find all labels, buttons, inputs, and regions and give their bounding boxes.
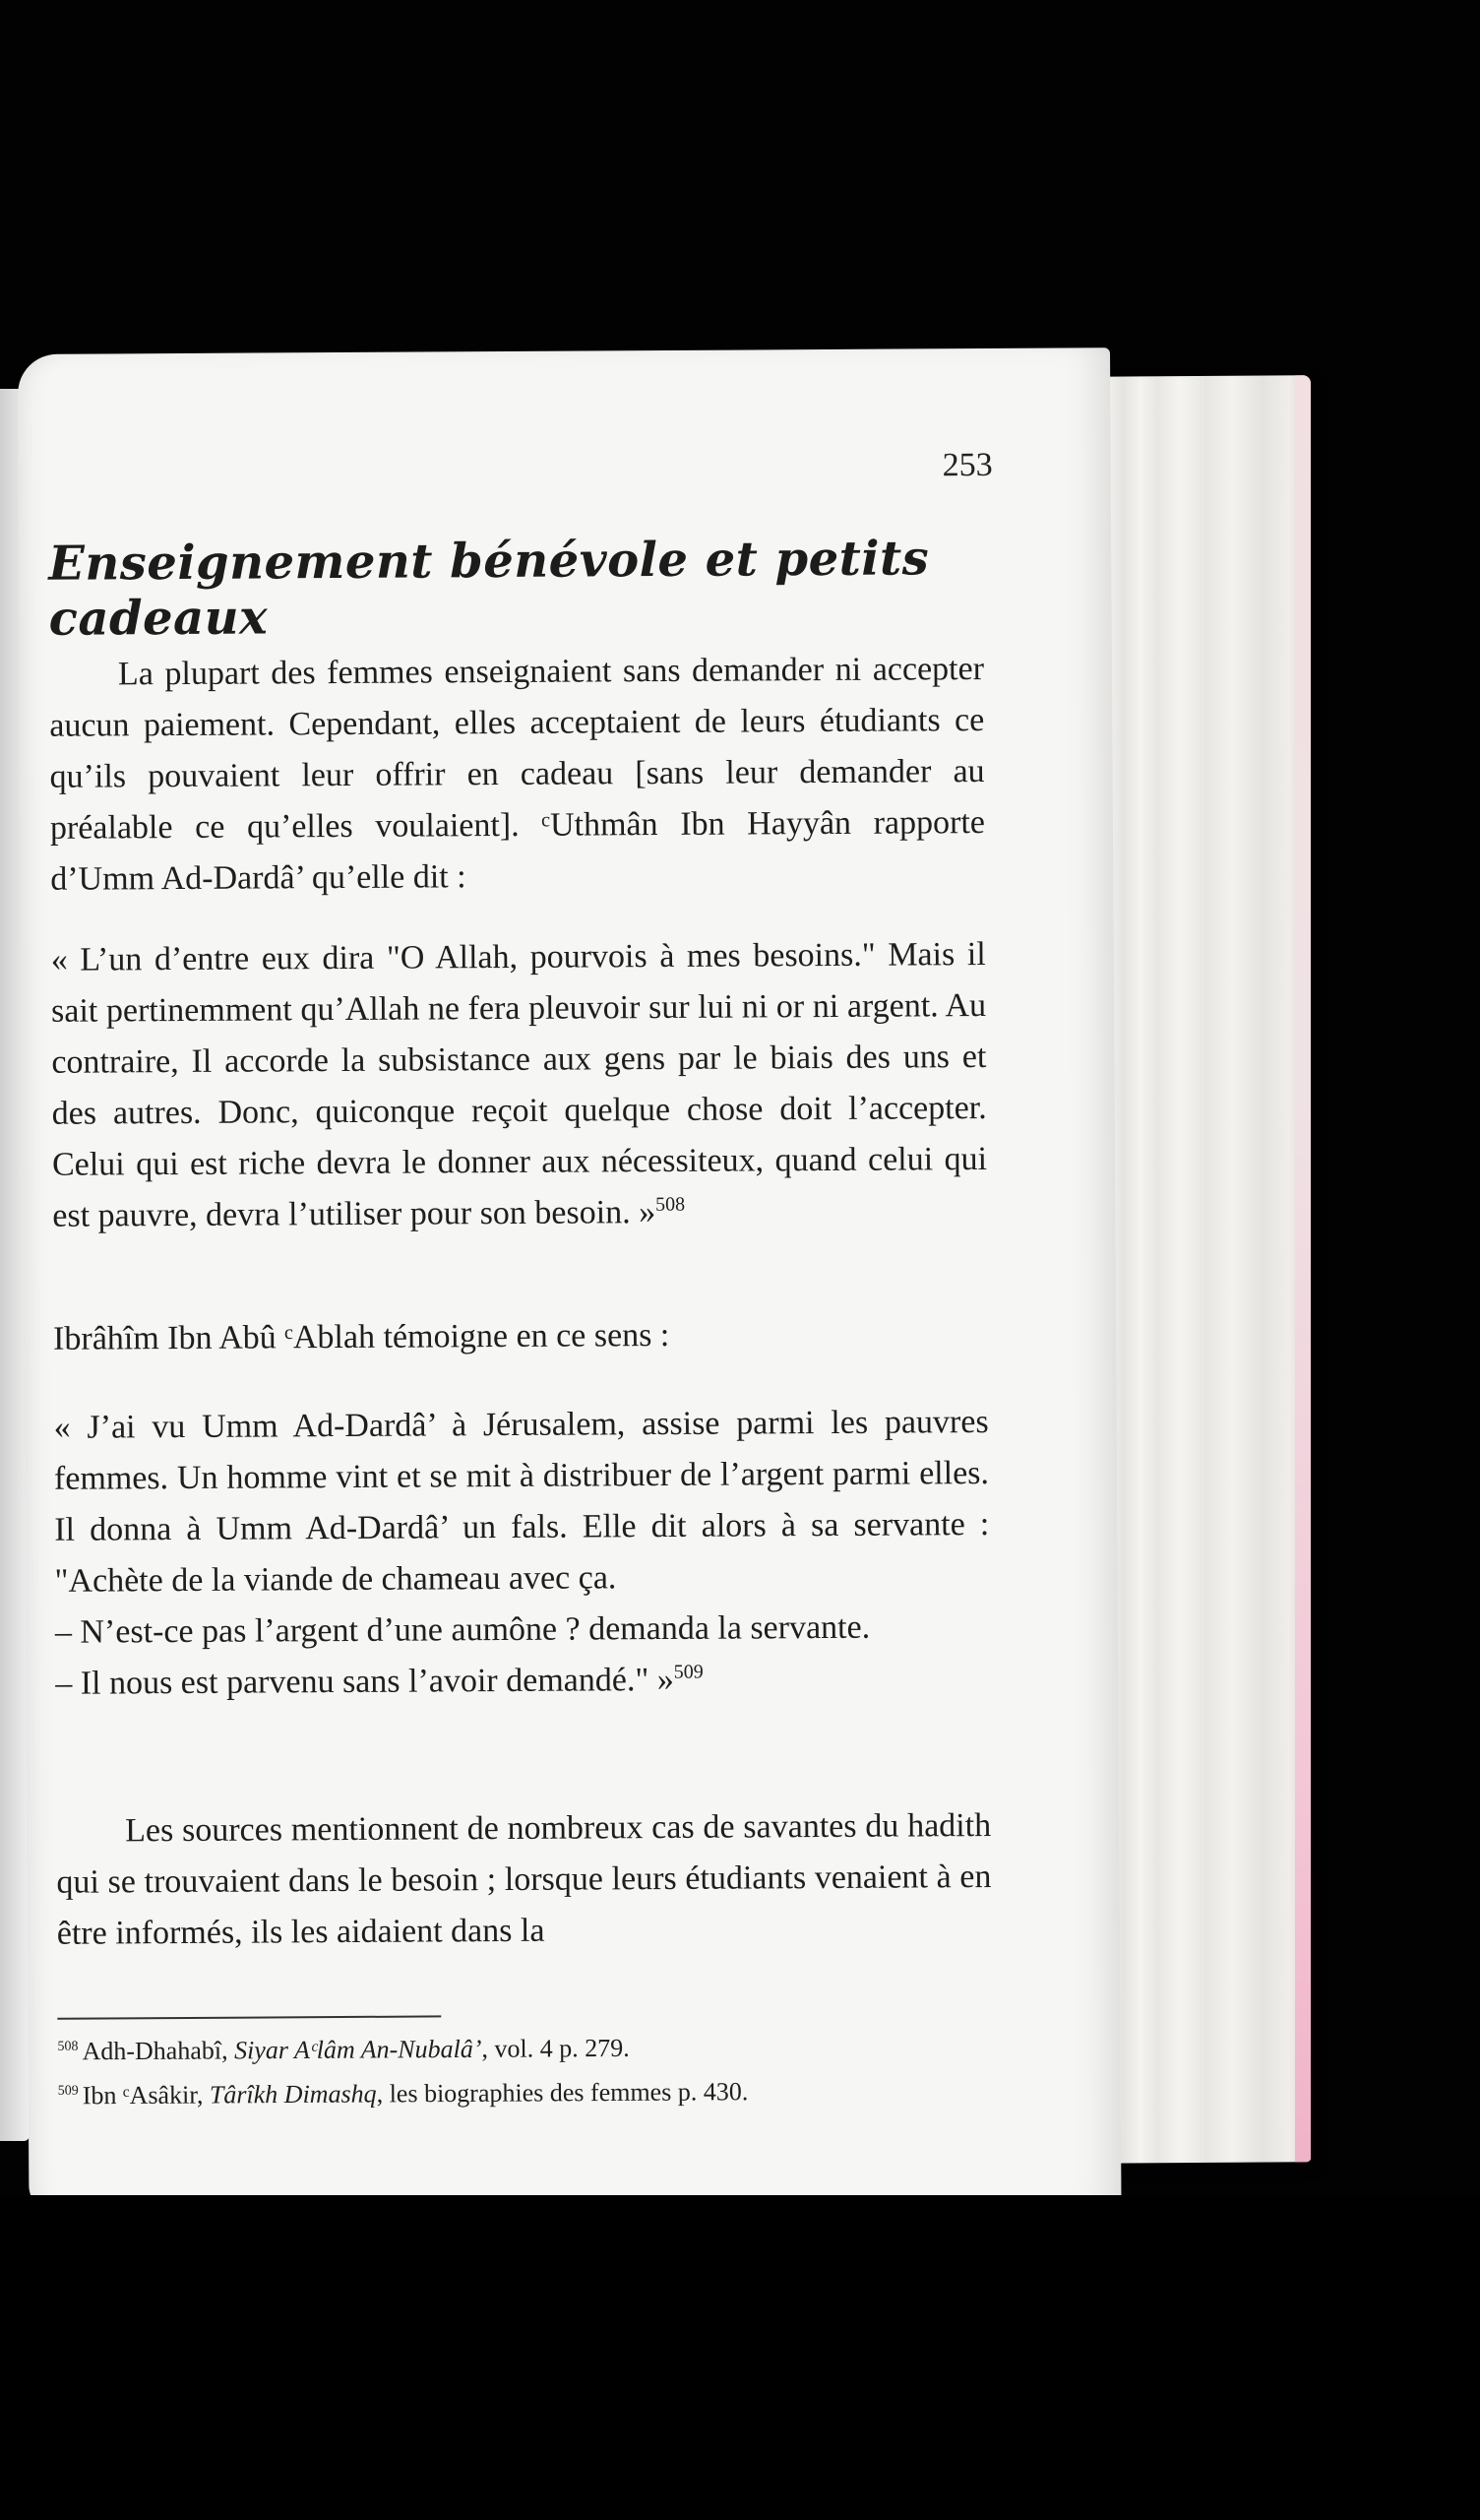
footnote-book-title: Siyar Aᶜlâm An-Nubalâ’ [233,2034,482,2065]
paragraph-3: Les sources mentionnent de nombreux cas de savantes du hadith qui se trouvaient dans le besoin ; lorsque leurs étudiants venaient à en être informés, ils les aidaient dans la [56,1806,992,1952]
page-number: 253 [942,446,993,484]
footnote-author: Ibn ᶜAsâkir, [82,2080,210,2110]
footnote-book-title: Târîkh Dimashq [209,2079,377,2110]
paragraph-1: La plupart des femmes enseignaient sans demander ni accepter aucun paiement. Cependant, elles acceptaient de leurs étudiants ce qu’ils pouvaient leur offrir en cadeau [sans leur demander au préalable ce qu’elles voulaient]. ᶜUthmân Ibn Hayyân rapporte d’Umm Ad-Dardâ’ qu’elle dit : [49,651,986,898]
quote-2-line-2: – N’est-ce pas l’argent d’une aumône ? demanda la servante. [54,1608,871,1651]
paragraph-2: Ibrâhîm Ibn Abû ᶜAblah témoigne en ce sens : [52,1316,670,1357]
quote-2 [54,1397,991,1710]
footnote-author: Adh-Dhahabî, [82,2036,235,2066]
quote-2-line-3-wrap [55,1653,990,1710]
footnote-divider [57,2015,441,2019]
page-stack [1092,375,1311,2164]
quote-2-ref: 509 [673,1661,704,1683]
book-page [18,347,1122,2215]
quote-1-text: « L’un d’entre eux dira "O Allah, pourvois à mes besoins." Mais il sait pertinemment qu’Allah ne fera pleuvoir sur lui ni or ni argent. Au contraire, Il accorde la subsistance aux gens par le biais des uns et des autres. Donc, quiconque reçoit quelque chose doit l’accepter. Celui qui est riche devra le donner aux nécessiteux, quand celui qui est pauvre, devra l’utiliser pour son besoin. » [50,936,988,1234]
footnote-number: 509 [57,2083,79,2099]
quote-2-line-3: – Il nous est parvenu sans l’avoir demandé." » [55,1661,674,1702]
quote-1 [51,929,988,1242]
footnotes [57,2022,993,2115]
footnote-number: 508 [57,2039,79,2054]
quote-1-ref: 508 [655,1193,686,1216]
background-shadow [0,2195,1480,2520]
quote-2-line-1: "Achète de la viande de chameau avec ça. [54,1559,617,1600]
quote-2-intro: « J’ai vu Umm Ad-Dardâ’ à Jérusalem, assise parmi les pauvres femmes. Un homme vint et se mit à distribuer de l’argent parmi elles. Il donna à Umm Ad-Dardâ’ un fals. Elle dit alors à sa servante : [53,1403,990,1548]
footnote-item [58,2066,993,2115]
footnote-item [57,2022,992,2071]
footnote-location: , les biographies des femmes p. 430. [376,2076,749,2109]
footnote-location: , vol. 4 p. 279. [481,2033,630,2063]
chapter-title: Enseignement bénévole et petits cadeaux [48,531,930,647]
